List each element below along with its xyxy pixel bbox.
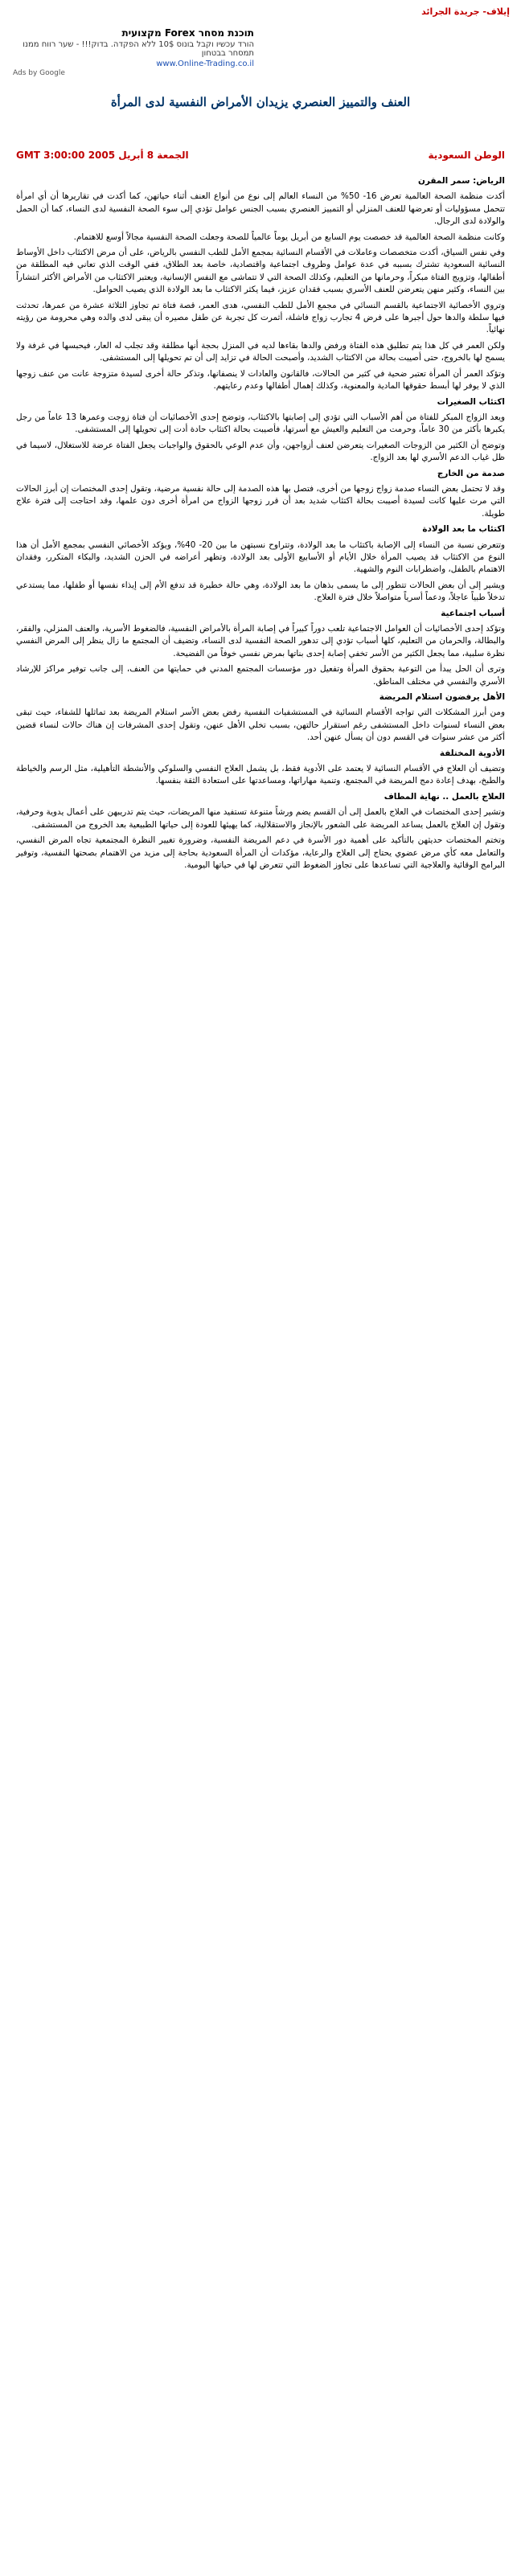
- article-paragraph: وتؤكد إحدى الأخصائيات أن العوامل الاجتماعية تلعب دوراً كبيراً في إصابة المرأة بالأمراض النفسية، فالضغوط الأسرية، والعنف المنزلي، والفقر، والبطالة، والحرمان من التعليم، كلها أسباب تؤدي إلى تدهور الصحة النفسية لدى النساء، وتضيف أن المجتمع ما زال ينظر إلى المرض النفسي نظرة سلبية، مما يجعل الكثير من الأسر تخفي إصابة إحدى بناتها بمرض نفسي خوفاً من الفضيحة.: [16, 624, 505, 658]
- article-subheading: اكتئاب الصغيرات: [437, 396, 505, 407]
- ad-url[interactable]: www.Online-Trading.co.il: [156, 59, 254, 68]
- article-paragraph: ولكن العمر في كل هذا يتم تطليق هذه الفتاة ورفض والدها بقاءها لديه في المنزل بحجة أنها مطلقة وقد تجلب له العار، فيحبسها في غرفة ولا يسمح لها بالخروج، حتى أصيبت بحالة من الاكتئاب الشديد، وأصبحت الحالة في تزايد إلى أن تم تحويلها إلى المستشفى.: [16, 340, 505, 363]
- article-subheading: الأهل يرفضون استلام المريضة: [379, 692, 505, 703]
- article-paragraph: وتتعرض نسبة من النساء إلى الإصابة باكتئاب ما بعد الولادة، وتتراوح نسبتهن ما بين 20- 40%، ويؤكد الأخصائي النفسي بمجمع الأمل أن هذا النوع من الاكتئاب قد يصيب المرأة خلال الأيام أو الأسابيع الأولى بعد الولادة، وتظهر أعراضه في الحزن الشديد، والبكاء المتكرر، وفقدان الاهتمام بالطفل، واضطرابات النوم والشهية.: [16, 539, 505, 575]
- article-paragraph: وترى أن الحل يبدأ من التوعية بحقوق المرأة وتفعيل دور مؤسسات المجتمع المدني في حمايتها من العنف، إلى جانب توفير مراكز للإرشاد الأسري والنفسي في مختلف المناطق.: [16, 664, 505, 687]
- article-paragraph: ويعد الزواج المبكر للفتاة من أهم الأسباب التي تؤدي إلى إصابتها بالاكتئاب، وتوضح إحدى الأخصائيات أن فتاة زوجت وعمرها 13 عاماً من رجل يكبرها بأكثر من 30 عاماً، وحرمت من التعليم والعيش مع أسرتها، فأصيبت بحالة اكتئاب حادة أدت إلى تحويلها إلى المستشفى.: [16, 412, 505, 435]
- article-subheading: اكتئاب ما بعد الولادة: [422, 524, 505, 535]
- ads-by-google[interactable]: [13, 69, 65, 77]
- article-paragraph: وكانت منظمة الصحة العالمية قد خصصت يوم السابع من أبريل يوماً عالمياً للصحة وجعلت الصحة النفسية مجالاً أوسع للاهتمام.: [73, 232, 505, 242]
- article-paragraph: وتختم المختصات حديثهن بالتأكيد على أهمية دور الأسرة في دعم المريضة النفسية، وضرورة تغيير النظرة المجتمعية تجاه المرض النفسي، والتعامل معه كأي مرض عضوي يحتاج إلى العلاج والرعاية، مؤكدات أن المرأة السعودية بحاجة إلى مزيد من الاهتمام بصحتها النفسية، وتوفير البرامج الوقائية والعلاجية التي تساعدها على تجاوز الضغوط التي تتعرض لها في حياتها اليومية.: [16, 835, 505, 870]
- site-name-link[interactable]: إيلاف- جريدة الجرائد: [421, 6, 510, 17]
- article-body: [16, 175, 505, 875]
- article-subheading: أسباب اجتماعية: [441, 608, 505, 618]
- ad-box[interactable]: [13, 27, 254, 77]
- article-subheading: الأدوية المختلفة: [439, 748, 505, 758]
- article-meta: [16, 150, 505, 166]
- article-paragraph: ويشير إلى أن بعض الحالات تتطور إلى ما يسمى بذهان ما بعد الولادة، وهي حالة خطيرة قد تدفع الأم إلى إيذاء نفسها أو طفلها، مما يستدعي تدخلاً طبياً عاجلاً، ودعماً أسرياً متواصلاً خلال فترة العلاج.: [16, 580, 505, 603]
- ads-by-google-label: Ads by Google: [13, 69, 65, 77]
- article-subheading: العلاج بالعمل .. نهاية المطاف: [384, 791, 505, 802]
- article-subheading: الرياض: سمر المقرن: [418, 176, 505, 186]
- article-paragraph: ومن أبرز المشكلات التي تواجه الأقسام النسائية في المستشفيات النفسية رفض بعض الأسر استلام المريضة بعد تماثلها للشفاء، حيث تبقى بعض النساء لسنوات داخل المستشفى رغم استقرار حالتهن، بسبب تخلي الأهل عنهن، وتقول إحدى المشرفات إن هناك حالات لنساء قضين أكثر من عشر سنوات في القسم دون أن يسأل عنهن أحد.: [16, 708, 505, 743]
- article-paragraph: وفي نفس السياق، أكدت متخصصات وعاملات في الأقسام النسائية بمجمع الأمل للطب النفسي بالرياض، على أن مرض الاكتئاب داخل الأوساط النسائية السعودية تشترك بسببه في عدة عوامل وظروف اجتماعية واقتصادية، خاصة بعد الطلاق، ففي الوقت الذي تعاني فيه المطلقة من أطفالها، وتزويج الفتاة مبكراً، وحرمانها من التعليم، وكذلك الصحة التي لا تتماشى مع النفس الإنسانية، ويعتبر الاكتئاب من الأمراض الأكثر انتشاراً بين النساء، وكثير منهن يتعرضن للعنف الأسري بسبب فقدان عزيز، فيما يكثر الاكتئاب ما بعد الولادة الذي يصيب الحوامل.: [16, 248, 505, 295]
- article-title: العنف والتمييز العنصري يزيدان الأمراض النفسية لدى المرأة: [110, 95, 411, 109]
- article-paragraph: أكدت منظمة الصحة العالمية تعرض 16- 50% من النساء العالم إلى نوع من أنواع العنف أثناء حياتهن، كما أكدت في تقاريرها أن أي امرأة تتحمل مسؤوليات أو تعرضها للعنف المنزلي أو التمييز العنصري بسبب الجنس عوامل تؤدي إلى سوء الصحة النفسية لدى النساء، كما أن الحمل والولادة لدى الرجال.: [16, 191, 505, 227]
- article-paragraph: وتؤكد العمر أن المرأة تعتبر ضحية في كثير من الحالات، فالقانون والعادات لا ينصفانها، وتذكر حالة أخرى لسيدة متزوجة عانت من عنف زوجها الذي لا يوفر لها أبسط حقوقها المادية والمعنوية، وكذلك إهمال أطفالها وعدم رعايتهم.: [16, 368, 505, 392]
- article-paragraph: وتضيف أن العلاج في الأقسام النسائية لا يعتمد على الأدوية فقط، بل يشمل العلاج النفسي والسلوكي والأنشطة التأهيلية، مثل الرسم والخياطة والطبخ، بهدف إعادة دمج المريضة في المجتمع، وتنمية مهاراتها، ومساعدتها على استعادة الثقة بنفسها.: [16, 764, 505, 786]
- article-paragraph: وقد لا تحتمل بعض النساء صدمة زواج زوجها من أخرى، فتصل بها هذه الصدمة إلى حالة نفسية مرضية، وتقول إحدى المختصات إن أبرز الحالات التي مرت عليها كانت لسيدة أصيبت بحالة اكتئاب شديد بعد أن قرر زوجها الزواج من امرأة أخرى دون علمها، وقد احتاجت إلى فترة علاج طويلة.: [16, 483, 505, 519]
- article-paragraph: وتوضح أن الكثير من الزوجات الصغيرات يتعرضن لعنف أزواجهن، وأن عدم الوعي بالحقوق والواجبات يجعل الفتاة عرضة للاستغلال، لاسيما في ظل غياب الدعم الأسري لها بعد الزواج.: [16, 440, 505, 463]
- ad-title[interactable]: תוכנת מסחר Forex מקצועית: [121, 27, 254, 39]
- top-bar: [11, 6, 510, 19]
- article-date: الجمعة 8 أبريل 2005 GMT 3:00:00: [16, 150, 189, 161]
- ad-text: הורד עכשיו וקבל בונוס 10$ ללא הפקדה. בדוק!!! - שער רווח ממנו תמסחר בבטחון: [23, 40, 254, 58]
- article-paragraph: وتروي الأخصائية الاجتماعية بالقسم النسائي في مجمع الأمل للطب النفسي، هدى العمر، قصة فتاة تم تجاوز الثلاثة عشرة من عمرها، تحدثت فيها سلطة والدها حول أجبرها على فرض 4 تجارب زواج فاشلة، أثمرت كل تجربة عن طفل مصيره أن يبقى لدى والده وهي محرومة من رؤيته نهائياً.: [16, 300, 505, 335]
- article-paragraph: وتشير إحدى المختصات في العلاج بالعمل إلى أن القسم يضم ورشاً متنوعة تستفيد منها المريضات، حيث يتم تدريبهن على أعمال يدوية وحرفية، وتقول إن العلاج بالعمل يساعد المريضة على الشعور بالإنجاز والاستقلالية، كما يهيئها للعودة إلى حياتها الطبيعية بعد الخروج من المستشفى.: [16, 807, 505, 830]
- article-source: الوطن السعودية: [428, 150, 505, 161]
- article-subheading: صدمة من الخارج: [437, 468, 505, 478]
